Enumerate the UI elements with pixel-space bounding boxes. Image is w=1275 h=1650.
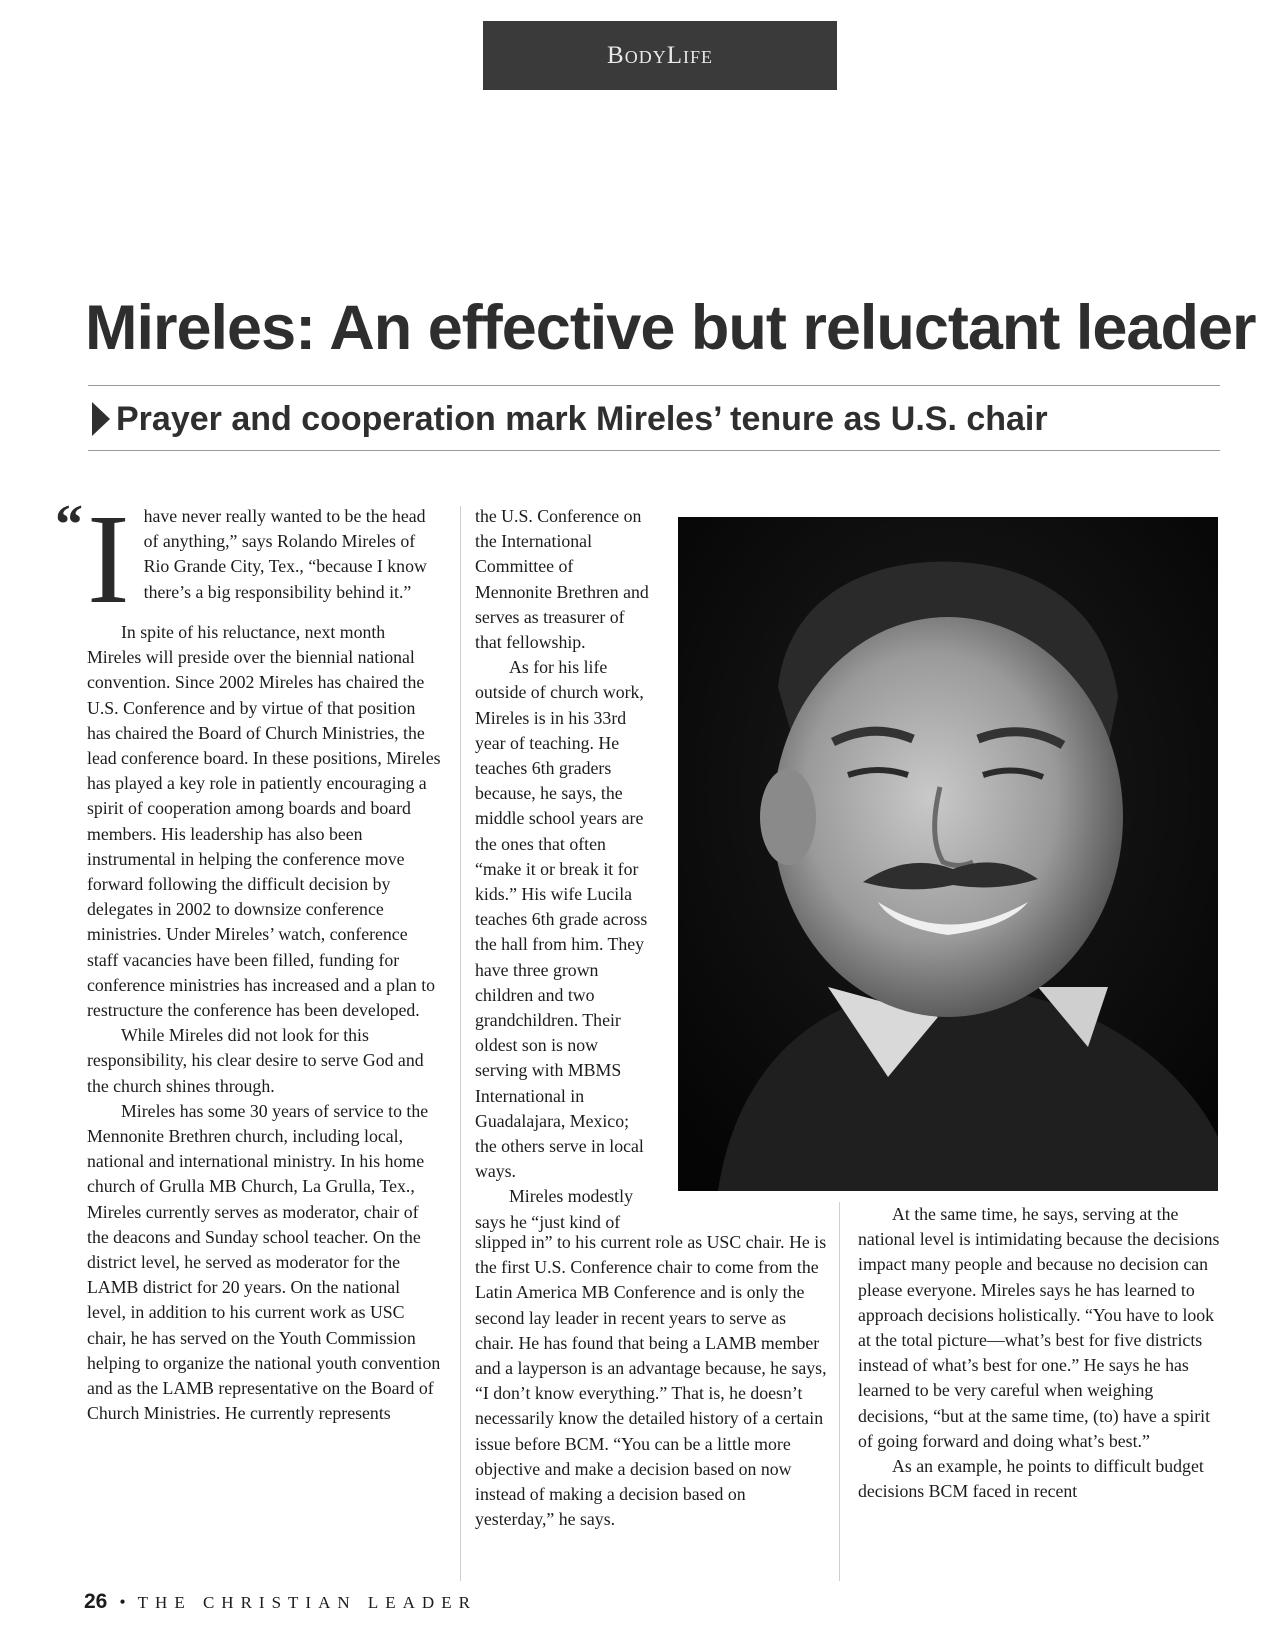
paragraph: In spite of his reluctance, next month Mireles will preside over the biennial national convention. Since 2002 Mireles has chaired the U.S. Conference and by virtue of that position has chaired the Board of Church Ministries, the lead conference board. In these positions, Mireles has played a key role in patiently encouraging a spirit of cooperation among boards and board members. His leadership has also been instrumental in helping the conference move forward following the difficult decision by delegates in 2002 to downsize conference ministries. Under Mireles’ watch, conference staff vacancies have been filled, funding for conference ministries has increased and a plan to restructure the conference has been developed. [87,622,441,1021]
footer-separator: • [119,1592,126,1612]
column-divider [839,1202,840,1581]
rule-top [88,385,1220,386]
column-divider [460,506,461,1581]
rule-bottom [88,450,1220,451]
portrait-photo [678,517,1218,1191]
deck-text: Prayer and cooperation mark Mireles’ tenure as U.S. chair [116,400,1048,438]
section-label: BodyLife [607,41,713,69]
arrow-icon [92,402,110,436]
paragraph: At the same time, he says, serving at the national level is intimidating because the decisions impact many people and because no decision can please everyone. Mireles says he has learned to approach decisions holistically. “You have to look at the total picture—what’s best for five districts instead of what’s best for one.” He says he has learned to be very careful when weighing decisions, “but at the same time, (to) have a spirit of going forward and doing what’s best.” [858,1204,1220,1451]
paragraph: As for his life outside of church work, Mireles is in his 33rd year of teaching. He teaches 6th graders because, he says, the middle school years are the ones that often “make it or break it for kids.” His wife Lucila teaches 6th grade across the hall from him. They have three grown children and two grandchildren. Their oldest son is now serving with MBMS International in Guadalajara, Mexico; the others serve in local ways. [475,657,648,1182]
paragraph: Mireles modestly says he “just kind of [475,1186,633,1232]
paragraph: While Mireles did not look for this responsibility, his clear desire to serve God and the church shines through. [87,1025,424,1096]
paragraph: As an example, he points to difficult budget decisions BCM faced in recent [858,1456,1204,1502]
page-number: 26 [84,1590,108,1613]
open-quote-mark: “ [55,494,83,556]
paragraph: the U.S. Conference on the International Committee of Mennonite Brethren and serves as treasurer of that fellowship. [475,506,649,653]
article-column-2 [475,504,650,1235]
lead-text: have never really wanted to be the head of anything,” says Rolando Mireles of Rio Grande City, Tex., “because I know there’s a big responsibility behind it.” [143,506,427,602]
page-footer [84,1590,477,1614]
section-banner [483,21,837,90]
paragraph: slipped in” to his current role as USC chair. He is the first U.S. Conference chair to come from the Latin America MB Conference and is only the second lay leader in recent years to serve as chair. He has found that being a LAMB member and a layperson is an advantage because, he says, “I don’t know everything.” That is, he doesn’t necessarily know the detailed history of a certain issue before BCM. “You can be a little more objective and make a decision based on now instead of making a decision based on yesterday,” he says. [475,1232,827,1530]
publication-name: THE CHRISTIAN LEADER [137,1593,477,1612]
article-column-1 [87,488,443,1427]
headline: Mireles: An effective but reluctant leader [85,293,1256,363]
lead-paragraph [87,488,443,630]
drop-cap: I [87,488,130,630]
deck [92,395,1192,443]
portrait-image [678,517,1218,1191]
paragraph: Mireles has some 30 years of service to the Mennonite Brethren church, including local, national and international ministry. In his home church of Grulla MB Church, La Grulla, Tex., Mireles currently serves as moderator, chair of the deacons and Sunday school teacher. On the district level, he served as moderator for the LAMB district for 20 years. On the national level, in addition to his current work as USC chair, he has served on the Youth Commission helping to organize the national youth convention and as the LAMB representative on the Board of Church Ministries. He currently represents [87,1100,441,1424]
article-column-3 [858,1202,1220,1504]
article-column-2-continued [475,1230,827,1532]
